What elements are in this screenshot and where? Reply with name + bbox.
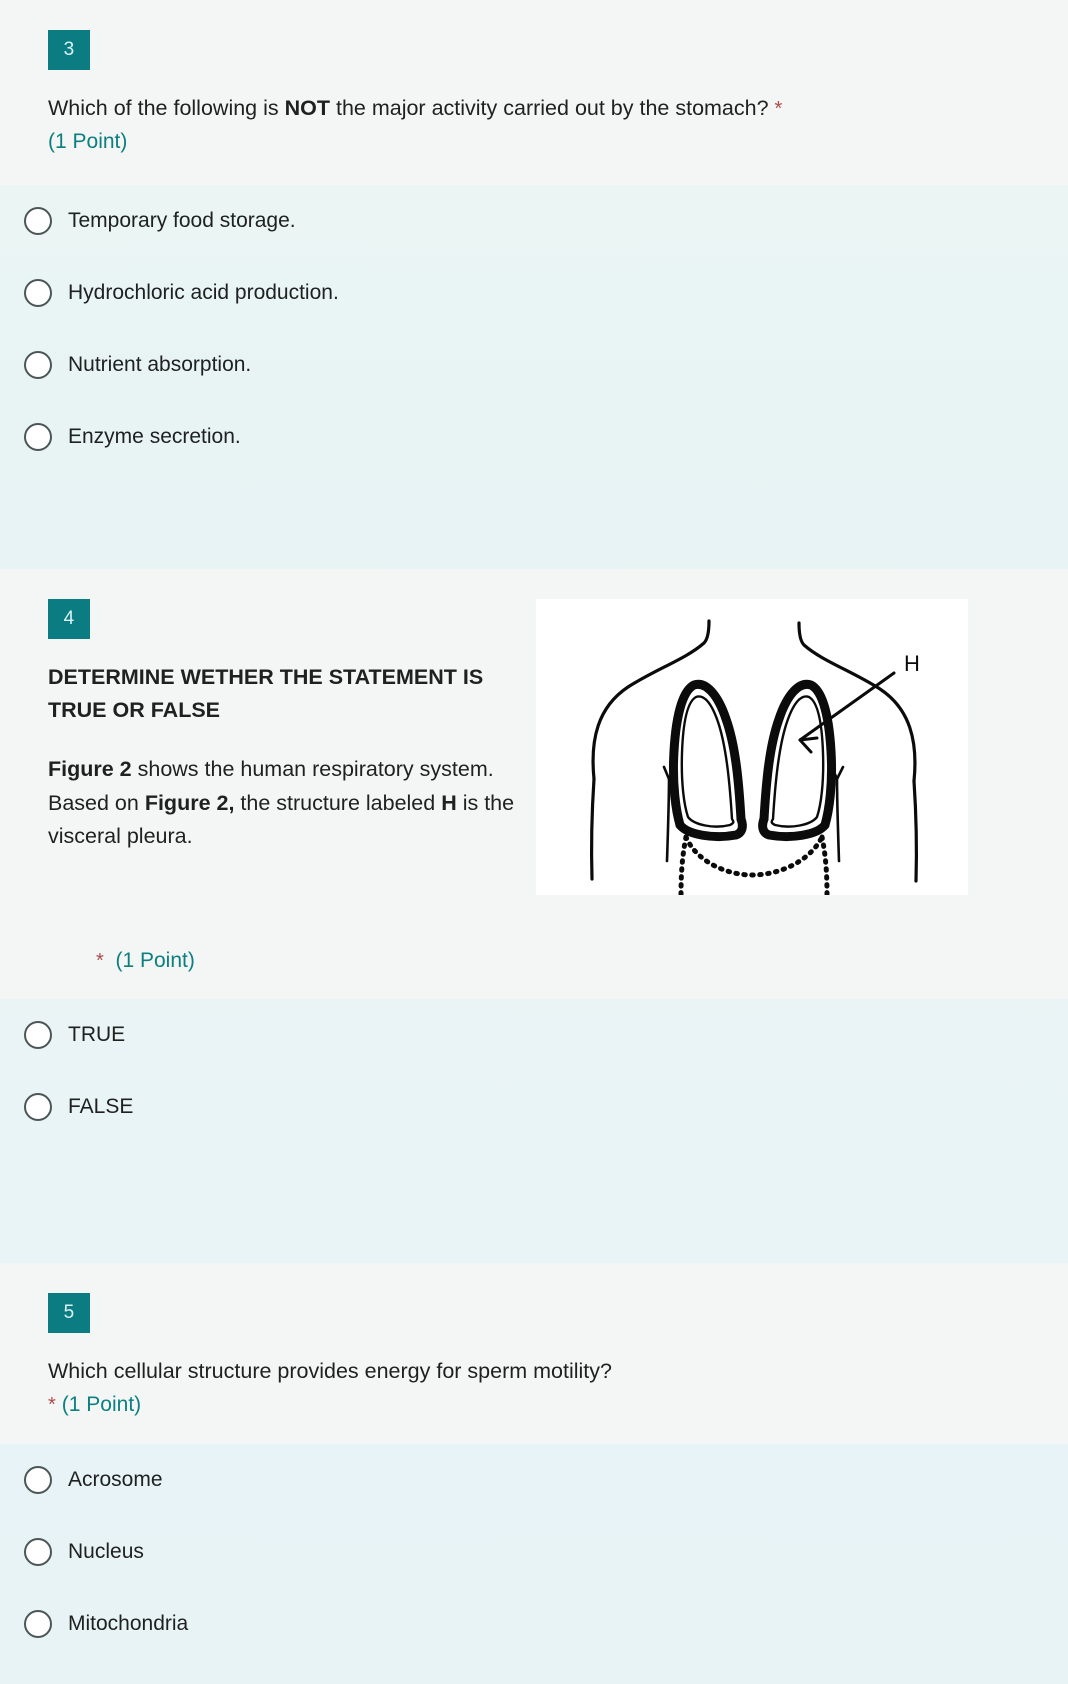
radio-button-icon[interactable] <box>24 279 52 307</box>
radio-button-icon[interactable] <box>24 1021 52 1049</box>
option-row[interactable] <box>0 1071 1068 1143</box>
radio-button-icon[interactable] <box>24 1610 52 1638</box>
question-3-card <box>0 0 1068 185</box>
option-row[interactable] <box>0 185 1068 257</box>
question-4-points: (1 Point) <box>115 948 195 972</box>
option-label: Mitochondria <box>68 1612 189 1636</box>
question-3-points: (1 Point) <box>48 130 128 154</box>
option-row[interactable] <box>0 1444 1068 1516</box>
question-4-text-part-2: the structure labeled <box>234 790 442 815</box>
question-3-block <box>0 0 1068 473</box>
option-label: Enzyme secretion. <box>68 425 241 449</box>
question-4-structure-letter: H <box>441 790 457 815</box>
question-4-figure <box>536 599 968 895</box>
option-row[interactable] <box>0 257 1068 329</box>
question-4-required-asterisk: * <box>96 949 104 972</box>
question-4-heading: DETERMINE WETHER THE STATEMENT IS TRUE OR FALSE <box>48 664 484 722</box>
radio-button-icon[interactable] <box>24 351 52 379</box>
question-4-figure-ref-2: Figure 2, <box>144 790 235 815</box>
question-5-number-badge: 5 <box>48 1293 90 1333</box>
option-label: Acrosome <box>68 1468 163 1492</box>
question-4-options <box>0 999 1068 1143</box>
option-label: TRUE <box>68 1023 126 1047</box>
radio-button-icon[interactable] <box>24 1466 52 1494</box>
option-row[interactable] <box>0 401 1068 473</box>
question-3-prompt <box>48 92 1044 159</box>
radio-button-icon[interactable] <box>24 423 52 451</box>
question-3-required-asterisk: * <box>774 98 783 120</box>
question-5-points: (1 Point) <box>61 1393 142 1417</box>
option-label: Temporary food storage. <box>68 209 296 233</box>
question-4-points-row <box>48 949 1044 973</box>
question-3-text-part-2: the major activity carried out by the stomach? <box>330 96 769 120</box>
question-5-block <box>0 1263 1068 1660</box>
radio-button-icon[interactable] <box>24 207 52 235</box>
question-4-card <box>0 569 1068 999</box>
section-spacer <box>0 473 1068 569</box>
respiratory-system-illustration <box>536 599 968 895</box>
question-5-required-asterisk: * <box>48 1394 56 1417</box>
question-5-text: Which cellular structure provides energy for sperm motility? <box>48 1358 612 1383</box>
option-label: Hydrochloric acid production. <box>68 281 339 305</box>
section-spacer <box>0 1143 1068 1263</box>
question-5-prompt <box>48 1355 1044 1422</box>
question-3-number-badge: 3 <box>48 30 90 70</box>
option-row[interactable] <box>0 329 1068 401</box>
question-4-text-part-1: shows the human respiratory system. Based on <box>48 757 494 815</box>
option-label: FALSE <box>68 1095 134 1119</box>
question-4-number-badge: 4 <box>48 599 90 639</box>
option-row[interactable] <box>0 1516 1068 1588</box>
radio-button-icon[interactable] <box>24 1093 52 1121</box>
question-5-options <box>0 1444 1068 1660</box>
option-row[interactable] <box>0 999 1068 1071</box>
question-3-options <box>0 185 1068 473</box>
question-3-text-part-1: Which of the following is <box>48 96 285 120</box>
question-3-emphasis: NOT <box>284 96 330 120</box>
option-row[interactable] <box>0 1588 1068 1660</box>
question-5-card <box>0 1263 1068 1444</box>
question-4-figure-ref-1: Figure 2 <box>48 757 132 782</box>
figure-label-h: H <box>904 650 920 676</box>
question-4-text-part-3: is the visceral pleura. <box>48 790 515 849</box>
option-label: Nutrient absorption. <box>68 353 252 377</box>
question-4-paragraph <box>48 753 518 854</box>
option-label: Nucleus <box>68 1540 144 1564</box>
question-4-block <box>0 569 1068 1143</box>
radio-button-icon[interactable] <box>24 1538 52 1566</box>
